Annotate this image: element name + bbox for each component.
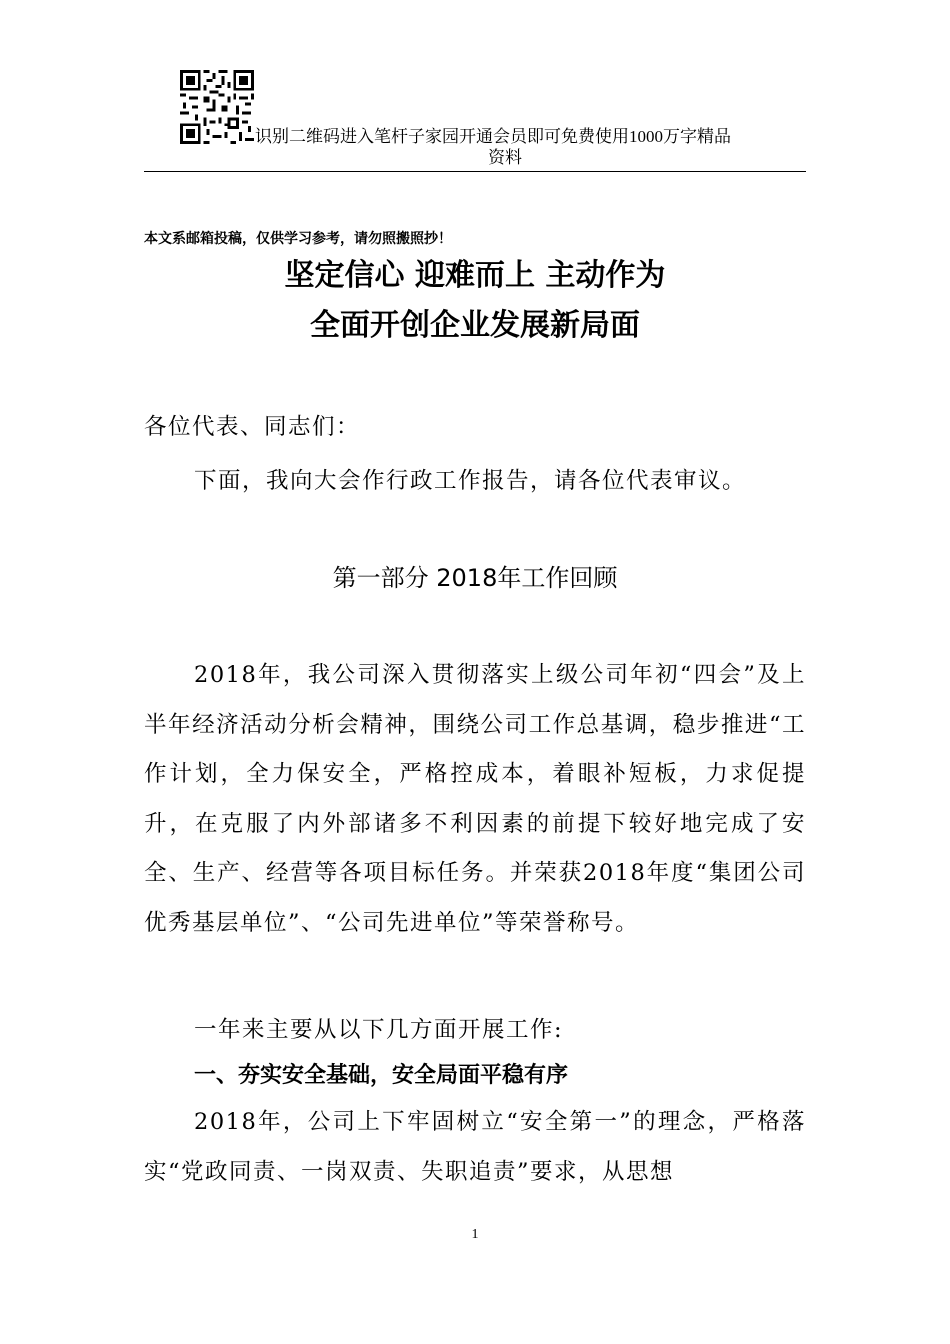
section-title: 第一部分 2018年工作回顾: [332, 564, 618, 592]
document-title-line2: 全面开创企业发展新局面: [310, 308, 640, 343]
intro-paragraph: 下面，我向大会作行政工作报告，请各位代表审议。: [194, 468, 747, 494]
disclaimer-notice: 本文系邮箱投稿，仅供学习参考，请勿照搬照抄！: [144, 231, 452, 247]
header-divider: [144, 171, 806, 172]
qr-code-icon: [180, 70, 254, 144]
page-number: 1: [471, 1227, 479, 1242]
header-note-line2: 资料: [488, 148, 522, 167]
header-note: [255, 126, 815, 168]
body-paragraph-3: 2018年，公司上下牢固树立“安全第一”的理念，严格落实“党政同责、一岗双责、失职追责”要求，从思想: [144, 1109, 806, 1185]
document-title-line1: 坚定信心 迎难而上 主动作为: [284, 258, 666, 293]
sub-heading-1: 一、夯实安全基础，安全局面平稳有序: [194, 1063, 569, 1088]
salutation: 各位代表、同志们：: [144, 414, 361, 440]
body-paragraph-2: 一年来主要从以下几方面开展工作:: [194, 1017, 564, 1043]
header-note-line1: 识别二维码进入笔杆子家园开通会员即可免费使用1000万字精品: [255, 127, 731, 146]
body-paragraph-1: 2018年，我公司深入贯彻落实上级公司年初“四会”及上半年经济活动分析会精神，围绕公司工作总基调，稳步推进“工作计划，全力保安全，严格控成本，着眼补短板，力求促提升，在克服了内外部诸多不利因素的前提下较好地完成了安全、生产、经营等各项目标任务。并荣获2018年度“集团公司优秀基层单位”、“公司先进单位”等荣誉称号。: [144, 662, 806, 936]
